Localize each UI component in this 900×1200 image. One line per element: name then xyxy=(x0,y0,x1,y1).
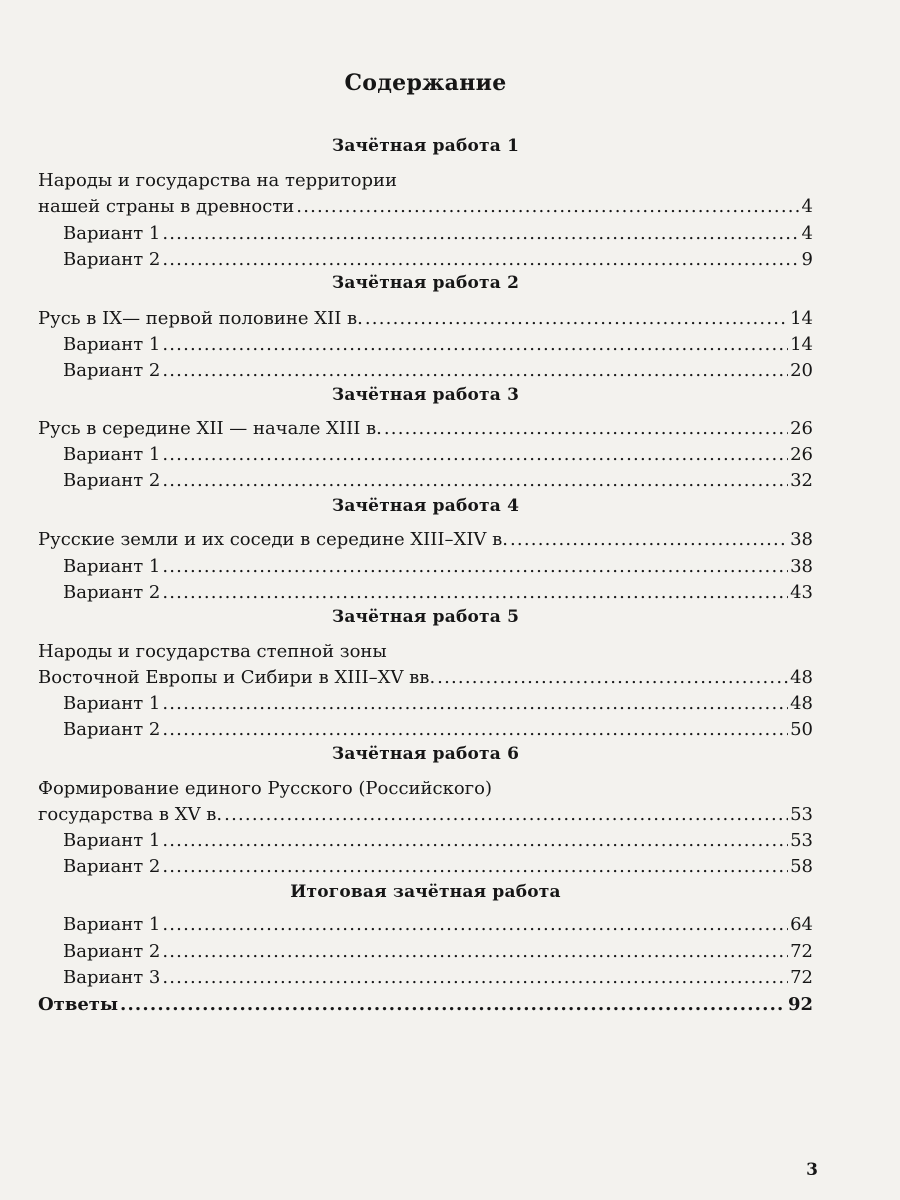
toc-entry-section-1 xyxy=(38,196,813,217)
toc-entry-page: 43 xyxy=(790,582,813,603)
dot-leader xyxy=(162,856,788,877)
toc-entry-label: Вариант 2 xyxy=(63,941,161,962)
toc-entry-page: 53 xyxy=(790,830,813,851)
toc-entry-label: государства в XV в. xyxy=(38,804,223,825)
toc-entry-page: 53 xyxy=(790,804,813,825)
toc-entry-label: Восточной Европы и Сибири в XIII–XV вв. xyxy=(38,667,436,688)
toc-entry-variant xyxy=(63,249,813,270)
toc-entry-variant xyxy=(63,693,813,714)
toc-entry-page: 48 xyxy=(790,667,813,688)
toc-entry-label: Вариант 3 xyxy=(63,967,161,988)
toc-entry-variant xyxy=(63,967,813,988)
toc-entry-page: 48 xyxy=(790,693,813,714)
toc-entry-label: Вариант 1 xyxy=(63,830,161,851)
toc-entry-label: Вариант 2 xyxy=(63,249,161,270)
page-number: 3 xyxy=(806,1160,818,1180)
dot-leader xyxy=(162,334,788,355)
toc-entry-page: 38 xyxy=(790,556,813,577)
toc-entry-variant xyxy=(63,582,813,603)
dot-leader xyxy=(162,830,788,851)
toc-entry-variant xyxy=(63,556,813,577)
toc-entry-page: 4 xyxy=(801,223,813,244)
toc-entry-page: 38 xyxy=(790,529,813,550)
toc-entry-label: Русь в IX— первой половине XII в. xyxy=(38,308,363,329)
toc-entry-page: 9 xyxy=(801,249,813,270)
toc-entry-page: 20 xyxy=(790,360,813,381)
dot-leader xyxy=(162,941,788,962)
dot-leader xyxy=(162,444,788,465)
toc-entry-page: 14 xyxy=(790,308,813,329)
toc-entry-section-2 xyxy=(38,308,813,329)
toc-entry-section-3 xyxy=(38,418,813,439)
dot-leader xyxy=(162,249,799,270)
toc-entry-label: Вариант 1 xyxy=(63,693,161,714)
table-of-contents xyxy=(38,0,813,1200)
toc-entry-label: Вариант 1 xyxy=(63,334,161,355)
toc-entry-label: Вариант 2 xyxy=(63,582,161,603)
section-topic-line1-1: Народы и государства на территории xyxy=(38,170,397,191)
toc-entry-section-5 xyxy=(38,667,813,688)
toc-entry-page: 64 xyxy=(790,914,813,935)
section-heading-2: Зачётная работа 2 xyxy=(331,273,520,293)
toc-entry-variant xyxy=(63,856,813,877)
toc-entry-variant xyxy=(63,830,813,851)
section-topic-line1-5: Народы и государства степной зоны xyxy=(38,641,387,662)
toc-entry-label: Русские земли и их соседи в середине XIII–XIV в. xyxy=(38,529,509,550)
toc-entry-answers xyxy=(38,994,813,1015)
toc-entry-label: Вариант 2 xyxy=(63,470,161,491)
toc-entry-label: Вариант 1 xyxy=(63,914,161,935)
toc-entry-page: 26 xyxy=(790,444,813,465)
toc-entry-page: 14 xyxy=(790,334,813,355)
dot-leader xyxy=(365,308,788,329)
toc-entry-variant xyxy=(63,470,813,491)
toc-entry-page: 26 xyxy=(790,418,813,439)
toc-entry-page: 4 xyxy=(801,196,813,217)
section-heading-3: Зачётная работа 3 xyxy=(331,385,520,405)
toc-entry-section-6 xyxy=(38,804,813,825)
toc-entry-variant xyxy=(63,941,813,962)
toc-entry-label: Русь в середине XII — начале XIII в. xyxy=(38,418,382,439)
section-heading-4: Зачётная работа 4 xyxy=(331,496,520,516)
dot-leader xyxy=(162,914,788,935)
toc-entry-page: 50 xyxy=(790,719,813,740)
toc-entry-label: Вариант 1 xyxy=(63,556,161,577)
section-topic-line1-6: Формирование единого Русского (Российского) xyxy=(38,778,492,799)
section-heading-5: Зачётная работа 5 xyxy=(331,607,520,627)
toc-entry-label: Вариант 1 xyxy=(63,223,161,244)
section-heading-1: Зачётная работа 1 xyxy=(331,136,520,156)
toc-entry-variant xyxy=(63,914,813,935)
section-heading-6: Зачётная работа 6 xyxy=(331,744,520,764)
toc-entry-label: Вариант 1 xyxy=(63,444,161,465)
toc-entry-variant xyxy=(63,223,813,244)
section-heading-final: Итоговая зачётная работа xyxy=(290,882,561,902)
dot-leader xyxy=(162,719,788,740)
dot-leader xyxy=(162,223,799,244)
dot-leader xyxy=(510,529,788,550)
dot-leader xyxy=(162,360,788,381)
toc-entry-section-4 xyxy=(38,529,813,550)
toc-entry-variant xyxy=(63,719,813,740)
toc-entry-label: Вариант 2 xyxy=(63,360,161,381)
dot-leader xyxy=(162,582,788,603)
dot-leader xyxy=(437,667,788,688)
toc-entry-variant xyxy=(63,444,813,465)
toc-entry-page: 72 xyxy=(790,941,813,962)
dot-leader xyxy=(162,556,788,577)
toc-entry-label: Вариант 2 xyxy=(63,856,161,877)
dot-leader xyxy=(384,418,788,439)
toc-entry-page: 92 xyxy=(787,994,813,1015)
toc-entry-variant xyxy=(63,334,813,355)
dot-leader xyxy=(162,967,788,988)
toc-entry-page: 58 xyxy=(790,856,813,877)
toc-entry-variant xyxy=(63,360,813,381)
toc-entry-label: Ответы xyxy=(38,994,118,1015)
toc-entry-label: нашей страны в древности xyxy=(38,196,295,217)
toc-entry-page: 72 xyxy=(790,967,813,988)
page-title: Содержание xyxy=(344,70,507,96)
dot-leader xyxy=(120,994,786,1015)
toc-entry-page: 32 xyxy=(790,470,813,491)
dot-leader xyxy=(162,693,788,714)
dot-leader xyxy=(162,470,788,491)
toc-entry-label: Вариант 2 xyxy=(63,719,161,740)
dot-leader xyxy=(296,196,799,217)
dot-leader xyxy=(224,804,788,825)
